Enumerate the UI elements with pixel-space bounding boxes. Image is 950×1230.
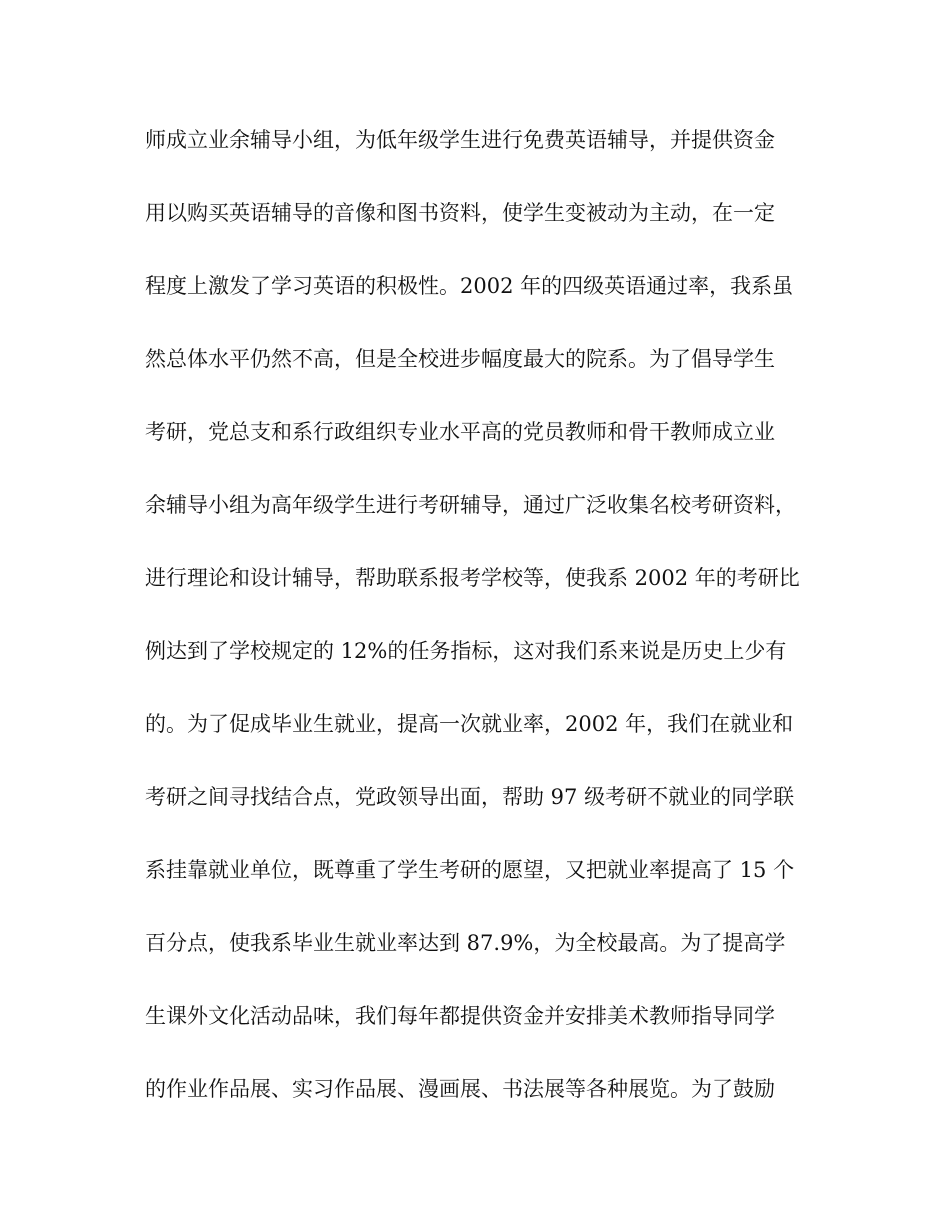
text-line: 用以购买英语辅导的音像和图书资料，使学生变被动为主动，在一定: [145, 201, 775, 225]
body-text: [145, 124, 815, 1146]
text-line: 的作业作品展、实习作品展、漫画展、书法展等各种展览。为了鼓励: [145, 1077, 775, 1101]
text-line: 程度上激发了学习英语的积极性。2002 年的四级英语通过率，我系虽: [145, 274, 794, 298]
text-line: 百分点，使我系毕业生就业率达到 87.9%，为全校最高。为了提高学: [145, 931, 786, 955]
text-line: 考研之间寻找结合点，党政领导出面，帮助 97 级考研不就业的同学联: [145, 785, 795, 809]
text-line: 例达到了学校规定的 12%的任务指标，这对我们系来说是历史上少有: [145, 639, 787, 663]
text-line: 师成立业余辅导小组，为低年级学生进行免费英语辅导，并提供资金: [145, 128, 775, 152]
text-line: 的。为了促成毕业生就业，提高一次就业率，2002 年，我们在就业和: [145, 712, 794, 736]
text-line: 余辅导小组为高年级学生进行考研辅导，通过广泛收集名校考研资料，: [145, 493, 796, 517]
text-line: 进行理论和设计辅导，帮助联系报考学校等，使我系 2002 年的考研比: [145, 566, 800, 590]
text-line: 系挂靠就业单位，既尊重了学生考研的愿望，又把就业率提高了 15 个: [145, 858, 795, 882]
text-line: 然总体水平仍然不高，但是全校进步幅度最大的院系。为了倡导学生: [145, 347, 775, 371]
text-line: 考研，党总支和系行政组织专业水平高的党员教师和骨干教师成立业: [145, 420, 775, 444]
text-line: 生课外文化活动品味，我们每年都提供资金并安排美术教师指导同学: [145, 1004, 775, 1028]
